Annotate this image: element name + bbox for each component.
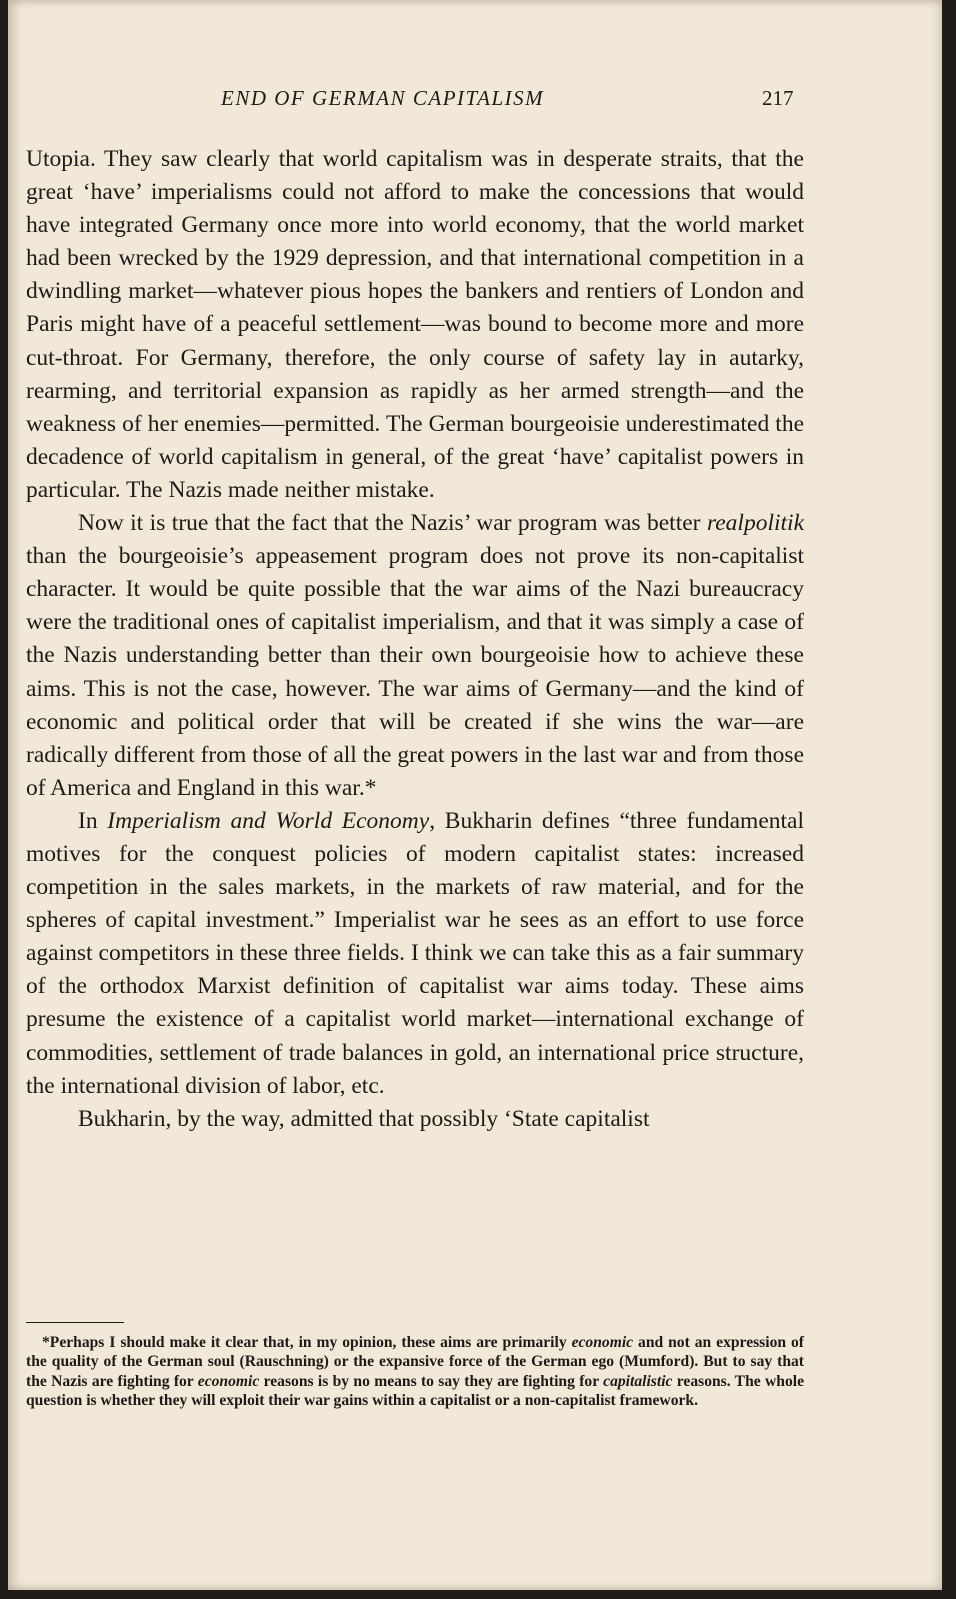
paragraph	[26, 805, 804, 1103]
text-run: reasons. The whole question is whether they will exploit their war gains within a capitalist or a non-capitalist framework.	[26, 1372, 804, 1409]
italic-term: economic	[571, 1334, 634, 1351]
italic-term: capitalistic	[603, 1372, 673, 1390]
footnote-paragraph	[26, 1333, 804, 1410]
text-run: reasons is by no means to say they are fighting for	[259, 1372, 604, 1390]
italic-term: realpolitik	[706, 510, 804, 537]
body-text	[26, 143, 804, 1136]
text-run: Utopia. They saw clearly that world capitalism was in desperate straits, that the great ‘have’ imperialisms could not afford to make the concessions that would have integrated Germany once more into world economy, that the world market had been wrecked by the 1929 depression, and that international competition in a dwindling market—whatever pious hopes the bankers and rentiers of London and Paris might have of a peaceful settlement—was bound to become more and more cut-throat. For Germany, therefore, the only course of safety lay in autarky, rearming, and territorial expansion as rapidly as her armed strength—and the weakness of her enemies—permitted. The German bourgeoisie underestimated the decadence of world capitalism in general, of the great ‘have’ capitalist powers in particular. The Nazis made neither mistake.	[26, 146, 804, 503]
italic-term: economic	[197, 1372, 260, 1390]
page-header	[8, 86, 942, 116]
footnote-divider	[26, 1322, 124, 1323]
text-run: *Perhaps I should make it clear that, in my opinion, these aims are primarily	[42, 1334, 572, 1351]
text-run: In	[78, 807, 108, 834]
footnote	[26, 1333, 804, 1410]
text-run: and not an expression of the quality of the German soul (Rauschning) or the expansive force of the German ego (Mumford). But to say that the Nazis are fighting for	[26, 1334, 804, 1390]
text-run: Now it is true that the fact that the Nazis’ war program was better	[78, 510, 707, 537]
paragraph	[26, 507, 804, 805]
paragraph	[26, 143, 804, 507]
book-title: Imperialism and World Economy	[107, 807, 430, 834]
book-page	[8, 0, 942, 1590]
paragraph	[26, 1103, 804, 1136]
text-run: , Bukharin defines “three fundamental motives for the conquest policies of modern capitalist states: increased competition in the sales markets, in the markets of raw material, and for the spheres of capital investment.” Imperialist war he sees as an effort to use force against competitors in these three fields. I think we can take this as a fair summary of the orthodox Marxist definition of capitalist war aims today. These aims presume the existence of a capitalist world market—international exchange of commodities, settlement of trade balances in gold, an international price structure, the international division of labor, etc.	[26, 807, 805, 1099]
page-number: 217	[762, 86, 794, 110]
running-head: END OF GERMAN CAPITALISM	[221, 86, 545, 110]
text-run: Bukharin, by the way, admitted that possibly ‘State capitalist	[78, 1105, 650, 1132]
text-run: than the bourgeoisie’s appeasement program does not prove its non-capitalist character. It would be quite possible that the war aims of the Nazi bureaucracy were the traditional ones of capitalist imperialism, and that it was simply a case of the Nazis understanding better than their own bourgeoisie how to achieve these aims. This is not the case, however. The war aims of Germany—and the kind of economic and political order that will be created if she wins the war—are radically different from those of all the great powers in the last war and from those of America and England in this war.*	[26, 543, 804, 801]
page-bottom-edge	[0, 1590, 956, 1599]
